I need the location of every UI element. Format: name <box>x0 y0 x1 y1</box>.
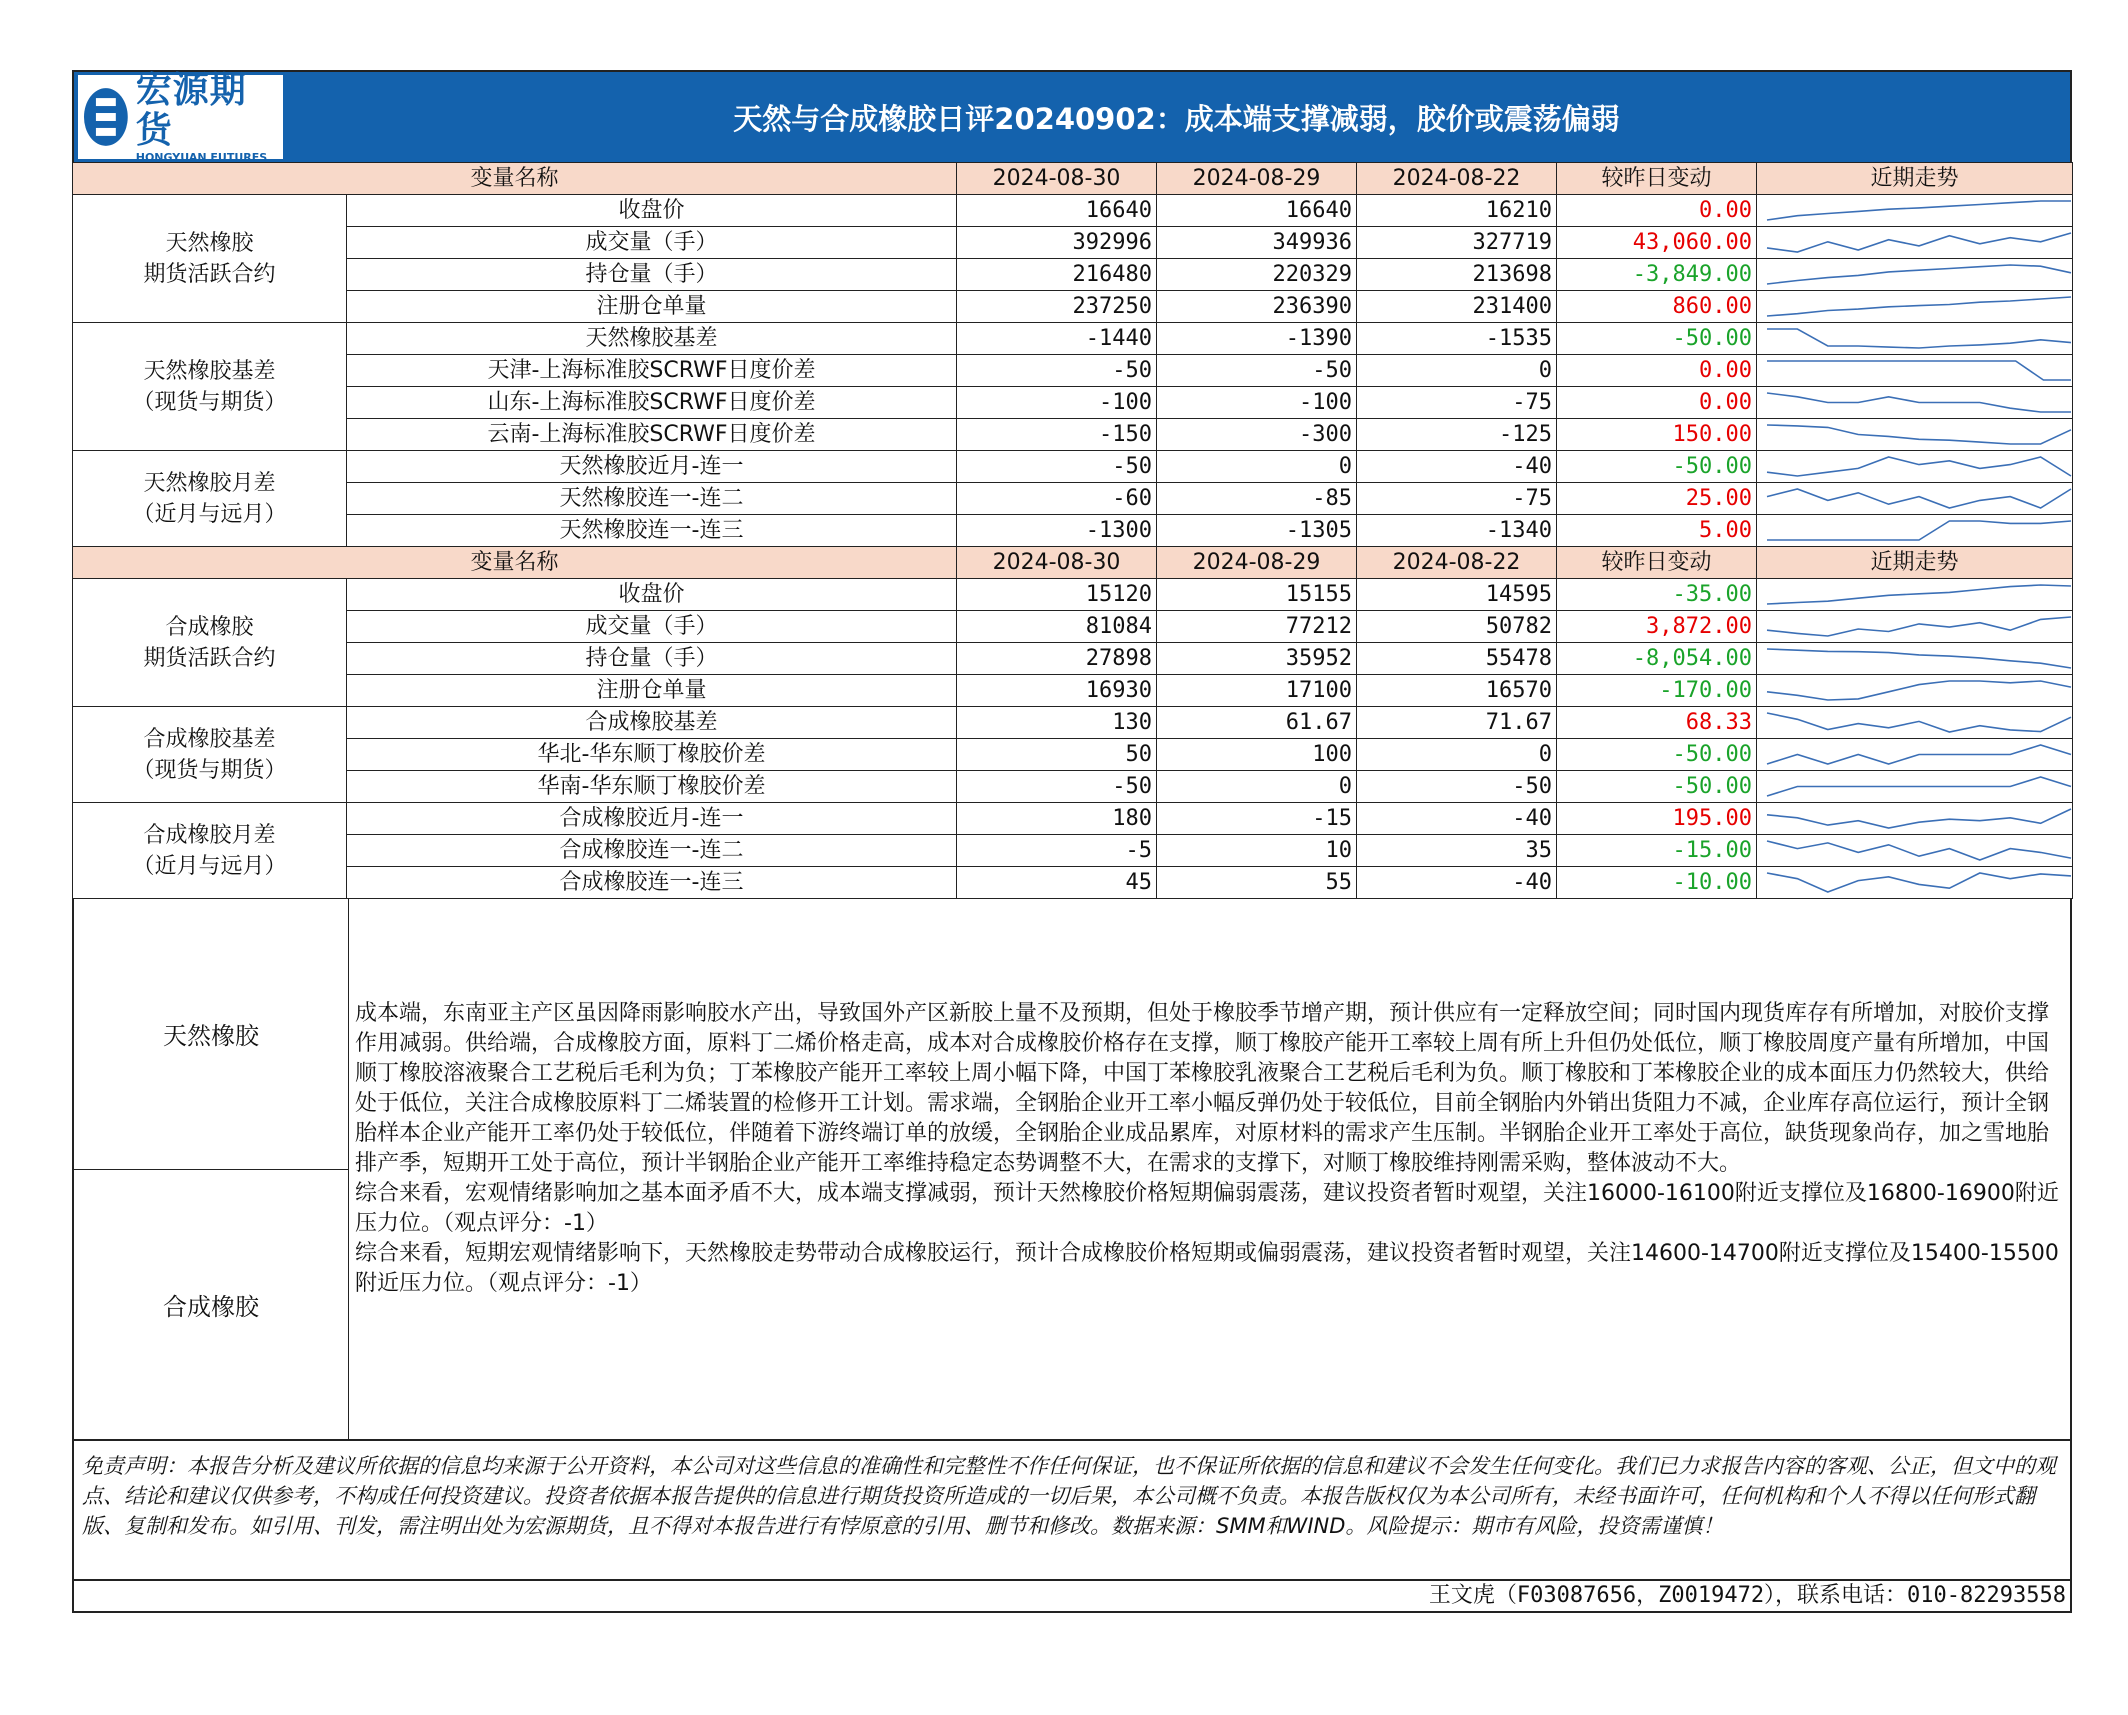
variable-name: 华南-华东顺丁橡胶价差 <box>347 771 957 803</box>
sparkline-chart <box>1761 611 2073 642</box>
value-cell: -40 <box>1357 867 1557 899</box>
table-row <box>73 419 2073 451</box>
trend-cell <box>1757 451 2073 483</box>
trend-cell <box>1757 771 2073 803</box>
table-header-row <box>73 547 2073 579</box>
trend-cell <box>1757 419 2073 451</box>
report-title: 天然与合成橡胶日评20240902：成本端支撑减弱，胶价或震荡偏弱 <box>733 101 1620 136</box>
table-row <box>73 195 2073 227</box>
change-cell: -35.00 <box>1557 579 1757 611</box>
value-cell: -50 <box>1157 355 1357 387</box>
sparkline-line <box>1767 873 2071 892</box>
value-cell: 71.67 <box>1357 707 1557 739</box>
trend-cell <box>1757 835 2073 867</box>
trend-cell <box>1757 483 2073 515</box>
sparkline-chart <box>1761 643 2073 674</box>
sparkline-chart <box>1761 419 2073 450</box>
variable-name: 注册仓单量 <box>347 675 957 707</box>
group-label: 天然橡胶 期货活跃合约 <box>73 195 347 323</box>
change-cell: 43,060.00 <box>1557 227 1757 259</box>
header-cell: 近期走势 <box>1757 163 2073 195</box>
header-cell: 2024-08-29 <box>1157 163 1357 195</box>
trend-cell <box>1757 643 2073 675</box>
change-cell: -8,054.00 <box>1557 643 1757 675</box>
value-cell: -1535 <box>1357 323 1557 355</box>
table-row <box>73 259 2073 291</box>
sparkline-line <box>1767 617 2071 636</box>
value-cell: 236390 <box>1157 291 1357 323</box>
value-cell: 0 <box>1357 355 1557 387</box>
sparkline-chart <box>1761 803 2073 834</box>
value-cell: -1305 <box>1157 515 1357 547</box>
header-cell: 2024-08-29 <box>1157 547 1357 579</box>
change-cell: 25.00 <box>1557 483 1757 515</box>
sparkline-chart <box>1761 835 2073 866</box>
change-cell: 0.00 <box>1557 387 1757 419</box>
sparkline-line <box>1767 265 2071 284</box>
sparkline-chart <box>1761 483 2073 514</box>
variable-name: 天然橡胶基差 <box>347 323 957 355</box>
variable-name: 天津-上海标准胶SCRWF日度价差 <box>347 355 957 387</box>
change-cell: -3,849.00 <box>1557 259 1757 291</box>
value-cell: -1340 <box>1357 515 1557 547</box>
value-cell: 27898 <box>957 643 1157 675</box>
variable-name: 注册仓单量 <box>347 291 957 323</box>
table-row <box>73 835 2073 867</box>
variable-name: 持仓量（手） <box>347 643 957 675</box>
report-header <box>72 70 2072 162</box>
header-cell: 较昨日变动 <box>1557 163 1757 195</box>
trend-cell <box>1757 867 2073 899</box>
group-label: 合成橡胶基差 （现货与期货） <box>73 707 347 803</box>
value-cell: 0 <box>1157 451 1357 483</box>
header-cell: 变量名称 <box>73 547 957 579</box>
trend-cell <box>1757 195 2073 227</box>
table-row <box>73 739 2073 771</box>
commentary-section <box>72 899 2072 1441</box>
change-cell: -50.00 <box>1557 451 1757 483</box>
variable-name: 天然橡胶连一-连二 <box>347 483 957 515</box>
change-cell: -15.00 <box>1557 835 1757 867</box>
trend-cell <box>1757 675 2073 707</box>
table-row <box>73 675 2073 707</box>
logo-name-cn: 宏源期货 <box>135 69 247 151</box>
sparkline-line <box>1767 329 2071 348</box>
change-cell: 195.00 <box>1557 803 1757 835</box>
value-cell: 55 <box>1157 867 1357 899</box>
value-cell: -1300 <box>957 515 1157 547</box>
sparkline-chart <box>1761 867 2073 898</box>
sparkline-line <box>1767 297 2071 316</box>
table-row <box>73 611 2073 643</box>
logo-name-en: HONGYUAN FUTURES <box>135 150 268 164</box>
value-cell: 15155 <box>1157 579 1357 611</box>
value-cell: -1390 <box>1157 323 1357 355</box>
variable-name: 华北-华东顺丁橡胶价差 <box>347 739 957 771</box>
value-cell: -50 <box>957 771 1157 803</box>
sparkline-line <box>1767 649 2071 668</box>
variable-name: 成交量（手） <box>347 227 957 259</box>
group-label: 合成橡胶月差 （近月与远月） <box>73 803 347 899</box>
sparkline-line <box>1767 457 2071 476</box>
trend-cell <box>1757 259 2073 291</box>
table-row <box>73 643 2073 675</box>
change-cell: -50.00 <box>1557 323 1757 355</box>
disclaimer: 免责声明：本报告分析及建议所依据的信息均来源于公开资料，本公司对这些信息的准确性和完整性不作任何保证，也不保证所依据的信息和建议不会发生任何变化。我们已力求报告内容的客观、公正，但文中的观点、结论和建议仅供参考，不构成任何投资建议。投资者依据本报告提供的信息进行期货投资所造成的一切后果，本公司概不负责。本报告版权仅为本公司所有，未经书面许可，任何机构和个人不得以任何形式翻版、复制和发布。如引用、刊发，需注明出处为宏源期货，且不得对本报告进行有悖原意的引用、删节和修改。数据来源：SMM和WIND。风险提示：期市有风险，投资需谨慎！ <box>72 1441 2072 1581</box>
value-cell: -75 <box>1357 483 1557 515</box>
sparkline-line <box>1767 745 2071 764</box>
sparkline-chart <box>1761 739 2073 770</box>
change-cell: -50.00 <box>1557 739 1757 771</box>
value-cell: -40 <box>1357 803 1557 835</box>
variable-name: 天然橡胶近月-连一 <box>347 451 957 483</box>
trend-cell <box>1757 739 2073 771</box>
value-cell: 55478 <box>1357 643 1557 675</box>
commentary-text <box>349 899 2070 1439</box>
table-row <box>73 355 2073 387</box>
table-row <box>73 291 2073 323</box>
value-cell: -85 <box>1157 483 1357 515</box>
value-cell: 61.67 <box>1157 707 1357 739</box>
sparkline-chart <box>1761 771 2073 802</box>
variable-name: 持仓量（手） <box>347 259 957 291</box>
value-cell: 16640 <box>1157 195 1357 227</box>
sparkline-line <box>1767 841 2071 860</box>
value-cell: -1440 <box>957 323 1157 355</box>
commentary-label-synthetic: 合成橡胶 <box>163 1292 259 1321</box>
header-cell: 近期走势 <box>1757 547 2073 579</box>
table-row <box>73 867 2073 899</box>
value-cell: -150 <box>957 419 1157 451</box>
value-cell: 10 <box>1157 835 1357 867</box>
value-cell: 15120 <box>957 579 1157 611</box>
value-cell: -50 <box>957 355 1157 387</box>
commentary-paragraph-2: 综合来看，宏观情绪影响加之基本面矛盾不大，成本端支撑减弱，预计天然橡胶价格短期偏弱震荡，建议投资者暂时观望，关注16000-16100附近支撑位及16800-16900附近压力位。（观点评分：-1） <box>355 1181 2059 1236</box>
group-label: 天然橡胶月差 （近月与远月） <box>73 451 347 547</box>
trend-cell <box>1757 611 2073 643</box>
sparkline-chart <box>1761 291 2073 322</box>
trend-cell <box>1757 387 2073 419</box>
sparkline-chart <box>1761 355 2073 386</box>
value-cell: 327719 <box>1357 227 1557 259</box>
trend-cell <box>1757 355 2073 387</box>
value-cell: 16640 <box>957 195 1157 227</box>
value-cell: -15 <box>1157 803 1357 835</box>
change-cell: 3,872.00 <box>1557 611 1757 643</box>
value-cell: 216480 <box>957 259 1157 291</box>
change-cell: 5.00 <box>1557 515 1757 547</box>
variable-name: 山东-上海标准胶SCRWF日度价差 <box>347 387 957 419</box>
value-cell: 237250 <box>957 291 1157 323</box>
value-cell: -100 <box>1157 387 1357 419</box>
value-cell: 45 <box>957 867 1157 899</box>
change-cell: 150.00 <box>1557 419 1757 451</box>
analyst-contact: 王文虎（F03087656，Z0019472），联系电话：010-82293558 <box>72 1581 2072 1613</box>
value-cell: 0 <box>1357 739 1557 771</box>
header-cell: 2024-08-30 <box>957 547 1157 579</box>
value-cell: 0 <box>1157 771 1357 803</box>
trend-cell <box>1757 515 2073 547</box>
value-cell: 220329 <box>1157 259 1357 291</box>
sparkline-chart <box>1761 227 2073 258</box>
value-cell: 50 <box>957 739 1157 771</box>
sparkline-line <box>1767 425 2071 444</box>
value-cell: 231400 <box>1357 291 1557 323</box>
value-cell: 50782 <box>1357 611 1557 643</box>
sparkline-line <box>1767 521 2071 540</box>
table-row <box>73 387 2073 419</box>
change-cell: 0.00 <box>1557 355 1757 387</box>
table-row <box>73 483 2073 515</box>
value-cell: 14595 <box>1357 579 1557 611</box>
value-cell: 16570 <box>1357 675 1557 707</box>
sparkline-line <box>1767 585 2071 604</box>
sparkline-line <box>1767 393 2071 412</box>
commentary-paragraph-1: 成本端，东南亚主产区虽因降雨影响胶水产出，导致国外产区新胶上量不及预期，但处于橡胶季节增产期，预计供应有一定释放空间；同时国内现货库存有所增加，对胶价支撑作用减弱。供给端，合成橡胶方面，原料丁二烯价格走高，成本对合成橡胶价格存在支撑，顺丁橡胶产能开工率较上周有所上升但仍处低位，顺丁橡胶周度产量有所增加，中国顺丁橡胶溶液聚合工艺税后毛利为负；丁苯橡胶产能开工率较上周小幅下降，中国丁苯橡胶乳液聚合工艺税后毛利为负。顺丁橡胶和丁苯橡胶企业的成本面压力仍然较大，供给处于低位，关注合成橡胶原料丁二烯装置的检修开工计划。需求端，全钢胎企业开工率小幅反弹仍处于较低位，目前全钢胎内外销出货阻力不减，企业库存高位运行，预计全钢胎样本企业产能开工率仍处于较低位，伴随着下游终端订单的放缓，全钢胎企业成品累库，对原材料的需求产生压制。半钢胎企业开工率处于高位，缺货现象尚存，加之雪地胎排产季，短期开工处于高位，预计半钢胎企业产能开工率维持稳定态势调整不大，在需求的支撑下，对顺丁橡胶维持刚需采购，整体波动不大。 <box>355 1001 2050 1176</box>
header-cell: 2024-08-30 <box>957 163 1157 195</box>
value-cell: 349936 <box>1157 227 1357 259</box>
value-cell: 392996 <box>957 227 1157 259</box>
sparkline-line <box>1767 681 2071 700</box>
table-row <box>73 803 2073 835</box>
value-cell: 17100 <box>1157 675 1357 707</box>
value-cell: -5 <box>957 835 1157 867</box>
table-row <box>73 451 2073 483</box>
change-cell: -10.00 <box>1557 867 1757 899</box>
sparkline-chart <box>1761 195 2073 226</box>
sparkline-chart <box>1761 259 2073 290</box>
variable-name: 成交量（手） <box>347 611 957 643</box>
change-cell: 68.33 <box>1557 707 1757 739</box>
value-cell: 35 <box>1357 835 1557 867</box>
value-cell: 77212 <box>1157 611 1357 643</box>
report-sheet <box>72 70 2072 1613</box>
sparkline-line <box>1767 233 2071 252</box>
value-cell: -125 <box>1357 419 1557 451</box>
variable-name: 合成橡胶连一-连二 <box>347 835 957 867</box>
variable-name: 合成橡胶近月-连一 <box>347 803 957 835</box>
variable-name: 合成橡胶基差 <box>347 707 957 739</box>
table-row <box>73 707 2073 739</box>
sparkline-chart <box>1761 323 2073 354</box>
sparkline-line <box>1767 809 2071 828</box>
value-cell: -75 <box>1357 387 1557 419</box>
variable-name: 天然橡胶连一-连三 <box>347 515 957 547</box>
trend-cell <box>1757 803 2073 835</box>
sparkline-chart <box>1761 515 2073 546</box>
sparkline-line <box>1767 489 2071 508</box>
header-cell: 变量名称 <box>73 163 957 195</box>
trend-cell <box>1757 291 2073 323</box>
variable-name: 收盘价 <box>347 195 957 227</box>
value-cell: 35952 <box>1157 643 1357 675</box>
sparkline-chart <box>1761 451 2073 482</box>
value-cell: 180 <box>957 803 1157 835</box>
sparkline-chart <box>1761 707 2073 738</box>
trend-cell <box>1757 579 2073 611</box>
trend-cell <box>1757 707 2073 739</box>
header-cell: 2024-08-22 <box>1357 163 1557 195</box>
commentary-paragraph-3: 综合来看，短期宏观情绪影响下，天然橡胶走势带动合成橡胶运行，预计合成橡胶价格短期或偏弱震荡，建议投资者暂时观望，关注14600-14700附近支撑位及15400-15500附近压力位。（观点评分：-1） <box>355 1241 2059 1296</box>
change-cell: -170.00 <box>1557 675 1757 707</box>
value-cell: -50 <box>957 451 1157 483</box>
table-row <box>73 323 2073 355</box>
value-cell: -50 <box>1357 771 1557 803</box>
group-label: 合成橡胶 期货活跃合约 <box>73 579 347 707</box>
logo-emblem-icon <box>82 86 130 148</box>
value-cell: -60 <box>957 483 1157 515</box>
table-row <box>73 579 2073 611</box>
sparkline-chart <box>1761 387 2073 418</box>
variable-name: 收盘价 <box>347 579 957 611</box>
sparkline-chart <box>1761 579 2073 610</box>
table-row <box>73 515 2073 547</box>
sparkline-line <box>1767 361 2071 380</box>
table-row <box>73 771 2073 803</box>
header-cell: 2024-08-22 <box>1357 547 1557 579</box>
value-cell: -40 <box>1357 451 1557 483</box>
value-cell: -100 <box>957 387 1157 419</box>
variable-name: 合成橡胶连一-连三 <box>347 867 957 899</box>
trend-cell <box>1757 227 2073 259</box>
company-logo <box>78 69 283 164</box>
value-cell: 16210 <box>1357 195 1557 227</box>
header-cell: 较昨日变动 <box>1557 547 1757 579</box>
sparkline-line <box>1767 777 2071 796</box>
value-cell: 130 <box>957 707 1157 739</box>
value-cell: -300 <box>1157 419 1357 451</box>
sparkline-line <box>1767 201 2071 220</box>
commentary-label-natural: 天然橡胶 <box>74 899 348 1170</box>
value-cell: 16930 <box>957 675 1157 707</box>
change-cell: 860.00 <box>1557 291 1757 323</box>
value-cell: 81084 <box>957 611 1157 643</box>
change-cell: -50.00 <box>1557 771 1757 803</box>
group-label: 天然橡胶基差 （现货与期货） <box>73 323 347 451</box>
value-cell: 213698 <box>1357 259 1557 291</box>
change-cell: 0.00 <box>1557 195 1757 227</box>
sparkline-line <box>1767 713 2071 732</box>
value-cell: 100 <box>1157 739 1357 771</box>
data-table <box>72 162 2073 899</box>
table-row <box>73 227 2073 259</box>
variable-name: 云南-上海标准胶SCRWF日度价差 <box>347 419 957 451</box>
sparkline-chart <box>1761 675 2073 706</box>
trend-cell <box>1757 323 2073 355</box>
table-header-row <box>73 163 2073 195</box>
